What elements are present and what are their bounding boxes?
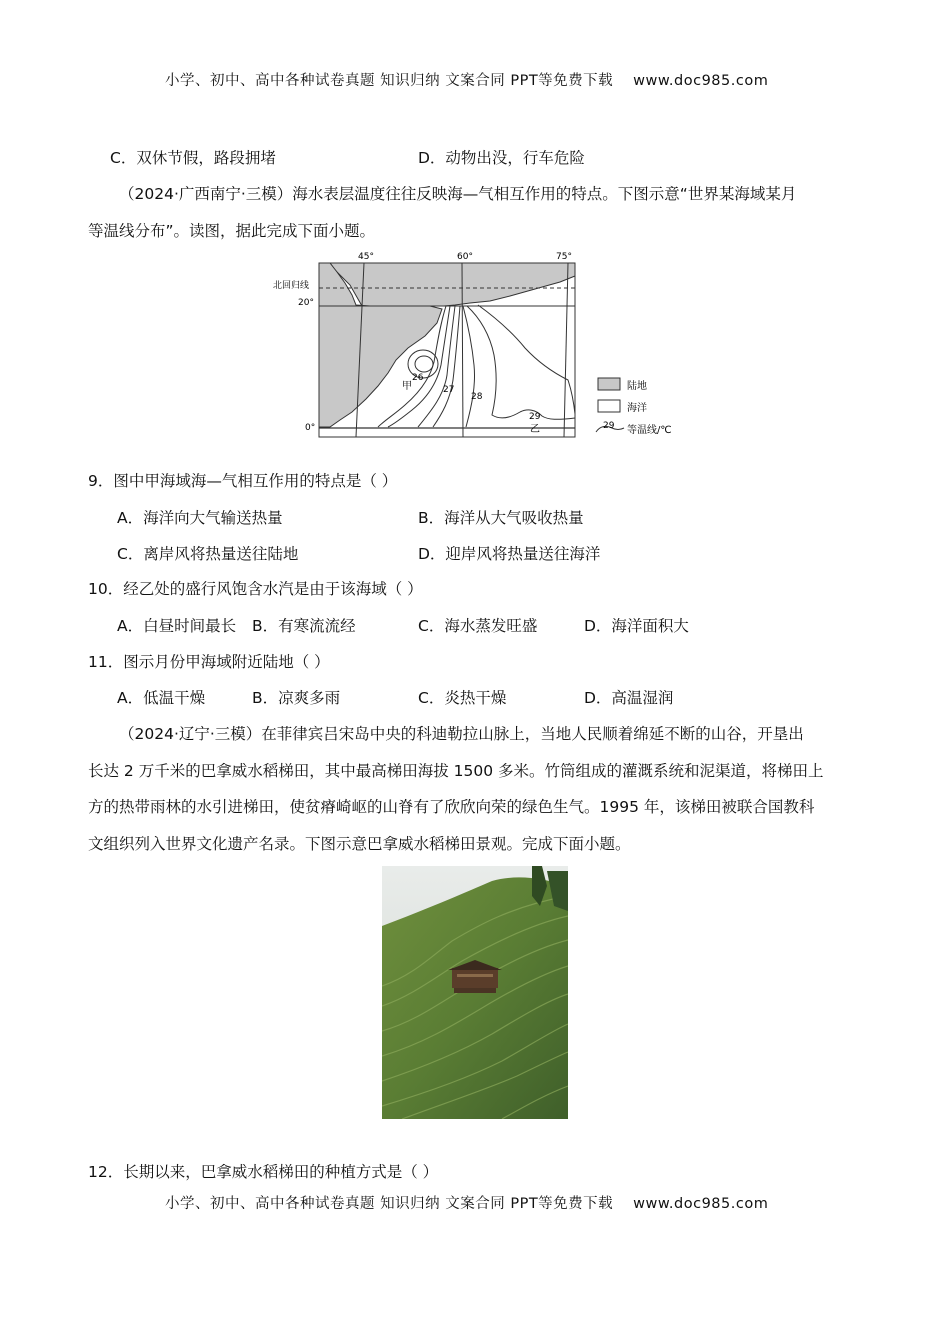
intro2-line2: 长达 2 万千米的巴拿威水稻梯田，其中最高梯田海拔 1500 多米。竹筒组成的灌溉系统和泥渠道，将梯田上	[88, 762, 824, 780]
meridian-75	[564, 263, 568, 437]
footer-text: 小学、初中、高中各种试卷真题 知识归纳 文案合同 PPT等免费下载	[165, 1196, 614, 1212]
q9-option-d[interactable]: D．迎岸风将热量送往海洋	[418, 545, 601, 563]
legend-land-label: 陆地	[627, 381, 647, 392]
q9-option-b[interactable]: B．海洋从大气吸收热量	[418, 509, 584, 527]
legend-isotherm-label: 等温线/℃	[627, 425, 672, 436]
isotherm-28-left	[463, 306, 475, 427]
intro2-line3: 方的热带雨林的水引进梯田，使贫瘠崎岖的山脊有了欣欣向荣的绿色生气。1995 年，该梯田被联合国教科	[88, 798, 815, 816]
isotherm-label-29: 29	[529, 412, 541, 422]
rice-terrace-photo	[382, 866, 568, 1119]
q12-stem: 12．长期以来，巴拿威水稻梯田的种植方式是（ ）	[88, 1163, 439, 1181]
isotherm-c	[433, 306, 460, 427]
legend-land-swatch	[598, 378, 620, 390]
q9-stem: 9．图中甲海域海—气相互作用的特点是（ ）	[88, 472, 398, 490]
q11-option-a[interactable]: A．低温干燥	[117, 689, 206, 707]
lon-75: 75°	[556, 252, 572, 262]
isotherm-label-26: 26	[412, 373, 424, 383]
lon-45: 45°	[358, 252, 374, 262]
q10-option-c[interactable]: C．海水蒸发旺盛	[418, 617, 538, 635]
isotherm-label-28: 28	[471, 392, 483, 402]
intro1-line1: （2024·广西南宁·三模）海水表层温度往往反映海—气相互作用的特点。下图示意“世界某海域某月	[119, 185, 797, 203]
page-footer	[165, 1192, 768, 1213]
header-site[interactable]: www.doc985.com	[633, 73, 769, 89]
q10-stem: 10．经乙处的盛行风饱含水汽是由于该海域（ ）	[88, 580, 423, 598]
intro1-line2: 等温线分布”。读图，据此完成下面小题。	[88, 222, 376, 240]
header-text: 小学、初中、高中各种试卷真题 知识归纳 文案合同 PPT等免费下载	[165, 73, 614, 89]
q10-option-a[interactable]: A．白昼时间最长	[117, 617, 237, 635]
tropic-label: 北回归线	[273, 281, 310, 291]
legend-ocean-swatch	[598, 400, 620, 412]
q11-option-d[interactable]: D．高温湿润	[584, 689, 674, 707]
prev-option-c: C．双休节假，路段拥堵	[110, 149, 276, 167]
legend-isotherm-num: 29	[603, 421, 615, 431]
q10-option-b[interactable]: B．有寒流流经	[252, 617, 356, 635]
lat-0-label: 0°	[305, 423, 316, 433]
q11-stem: 11．图示月份甲海域附近陆地（ ）	[88, 653, 330, 671]
legend-ocean-label: 海洋	[627, 403, 647, 414]
intro2-line1: （2024·辽宁·三模）在菲律宾吕宋岛中央的科迪勒拉山脉上，当地人民顺着绵延不断的山谷，开垦出	[119, 725, 804, 743]
place-yi: 乙	[530, 424, 540, 435]
isotherm-26-inner	[415, 356, 433, 372]
q9-option-c[interactable]: C．离岸风将热量送往陆地	[117, 545, 299, 563]
lat-20-label: 20°	[298, 298, 314, 308]
q11-option-b[interactable]: B．凉爽多雨	[252, 689, 341, 707]
q10-option-d[interactable]: D．海洋面积大	[584, 617, 689, 635]
isotherm-map	[270, 248, 690, 440]
q9-option-a[interactable]: A．海洋向大气输送热量	[117, 509, 283, 527]
isotherm-label-27: 27	[443, 385, 455, 395]
prev-option-d: D．动物出没，行车危险	[418, 149, 585, 167]
place-jia: 甲	[402, 381, 412, 392]
q11-option-c[interactable]: C．炎热干燥	[418, 689, 507, 707]
intro2-line4: 文组织列入世界文化遗产名录。下图示意巴拿威水稻梯田景观。完成下面小题。	[88, 835, 631, 853]
land-arabia	[319, 263, 575, 306]
page-header	[165, 69, 768, 90]
footer-site[interactable]: www.doc985.com	[633, 1196, 769, 1212]
isotherm-d	[478, 305, 575, 414]
lon-60: 60°	[457, 252, 473, 262]
